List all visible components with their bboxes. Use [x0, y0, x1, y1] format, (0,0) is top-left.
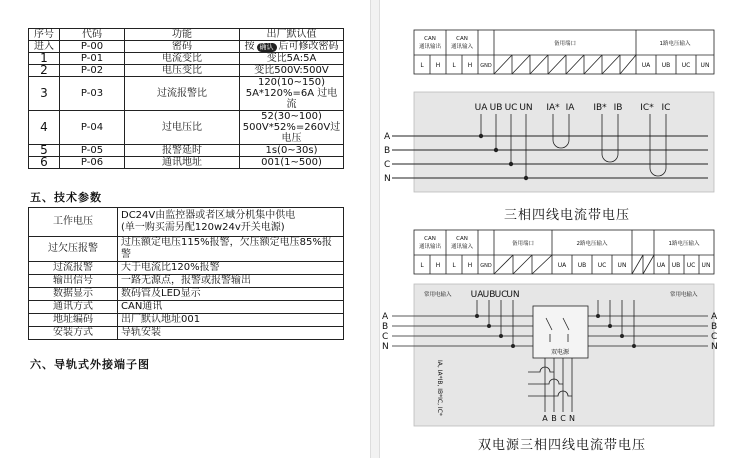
left-phase-label: A — [382, 312, 389, 322]
tech-value: 导轨安装 — [118, 327, 344, 340]
cell-code: P-03 — [60, 77, 125, 111]
right-phase-label: N — [711, 342, 718, 352]
diagram-2-terminal-block — [414, 230, 714, 274]
tech-key: 输出信号 — [29, 275, 118, 288]
can-out-label: CAN — [424, 36, 436, 42]
phase-label: B — [384, 146, 391, 156]
col-header-function: 功能 — [125, 29, 240, 41]
can-in-sub: 通讯输入 — [450, 244, 474, 250]
tech-value-line-1: DC24V由监控器或者区域分机集中供电 — [121, 210, 296, 221]
terminal-label: GND — [480, 263, 492, 269]
current-terminal-label: IB — [613, 103, 623, 113]
col-header-code: 代码 — [60, 29, 125, 41]
can-in-label: CAN — [456, 236, 468, 242]
tech-key: 安装方式 — [29, 327, 118, 340]
wiring-diagrams — [378, 0, 750, 458]
cell-function: 过电压比 — [125, 111, 240, 145]
diagram-1-terminal-block — [414, 30, 714, 74]
can-out-label: CAN — [424, 236, 436, 242]
tech-value: 一路无源点，报警或报警输出 — [118, 275, 344, 288]
default-pre: 按 — [244, 41, 255, 52]
terminal-label: H — [435, 62, 441, 69]
terminal-label: UB — [671, 262, 681, 269]
right-phase-label: C — [711, 332, 718, 342]
default-line-1: 52(30~100) — [261, 111, 322, 122]
cell-default: 变比5A:5A — [240, 53, 344, 65]
output-phase-label: N — [569, 414, 575, 423]
table-row — [29, 237, 344, 262]
voltage-terminal-label: UN — [519, 103, 533, 113]
cell-index: 6 — [29, 157, 60, 169]
terminal-label: UC — [681, 62, 691, 69]
voltage-terminal-label: UN — [506, 290, 520, 300]
terminal-label: UA — [641, 62, 651, 69]
terminal-label: H — [467, 262, 473, 269]
table-row — [29, 314, 344, 327]
terminal-label: L — [452, 262, 456, 269]
terminal-label: L — [420, 262, 424, 269]
output-phase-label: A — [542, 414, 548, 423]
cell-function: 报警延时 — [125, 145, 240, 157]
terminal-label: GND — [480, 63, 492, 69]
cell-default: 1s(0~30s) — [240, 145, 344, 157]
right-page — [378, 0, 750, 458]
cell-code: P-04 — [60, 111, 125, 145]
terminal-label: H — [467, 62, 473, 69]
terminal-label: L — [420, 62, 424, 69]
diagram-1-caption: 三相四线电流带电压 — [504, 208, 631, 223]
cell-code: P-02 — [60, 65, 125, 77]
tech-key: 工作电压 — [29, 208, 118, 237]
default-post: 后可修改密码 — [278, 41, 339, 52]
table-row — [29, 262, 344, 275]
tech-value: 大于电流比120%报警 — [118, 262, 344, 275]
cell-code: P-05 — [60, 145, 125, 157]
default-line-1: 120(10~150) — [257, 77, 326, 88]
terminal-label: UB — [577, 262, 587, 269]
current-terminal-label: IA — [565, 103, 575, 113]
cell-index: 5 — [29, 145, 60, 157]
cell-default: 001(1~500) — [240, 157, 344, 169]
tech-key: 过流报警 — [29, 262, 118, 275]
voltage-terminal-label: UB — [482, 290, 496, 300]
terminal-label: UC — [597, 262, 607, 269]
table-row — [29, 301, 344, 314]
left-phase-label: N — [382, 342, 389, 352]
output-phase-label: B — [551, 414, 557, 423]
ct-side-label: IA, IA*IB, IB*IC, IC* — [436, 360, 443, 416]
voltage-input-2-label: 2路电压输入 — [576, 241, 608, 247]
table-row — [29, 145, 344, 157]
diagram-1-wiring-panel — [384, 92, 714, 192]
section-title-terminal-diagram: 六、导轨式外接端子图 — [30, 358, 150, 371]
spare-port-label: 备用端口 — [511, 241, 535, 247]
cell-index: 2 — [29, 65, 60, 77]
section-title-tech-params: 五、技术参数 — [30, 191, 102, 204]
terminal-label: H — [435, 262, 441, 269]
right-source-label: 常用电输入 — [670, 292, 698, 298]
terminal-label: L — [452, 62, 456, 69]
cell-index: 3 — [29, 77, 60, 111]
dual-power-switch-label: 双电源 — [550, 349, 570, 356]
terminal-label: UA — [656, 262, 666, 269]
cell-default — [240, 41, 344, 53]
default-line-2: 500V*52%=260V过电压 — [242, 122, 341, 144]
tech-value: 过压额定电压115%报警，欠压额定电压85%报警 — [118, 237, 344, 262]
terminal-label: UB — [661, 62, 671, 69]
tech-value-line-2: (单一购买需另配120w24v开关电源) — [121, 222, 285, 233]
can-out-sub: 通讯输出 — [418, 244, 442, 250]
can-in-sub: 通讯输入 — [450, 44, 474, 50]
can-in-label: CAN — [456, 36, 468, 42]
cell-default — [240, 77, 344, 111]
table-row — [29, 327, 344, 340]
voltage-terminal-label: UB — [489, 103, 503, 113]
cell-index: 4 — [29, 111, 60, 145]
current-terminal-label: IB* — [593, 103, 607, 113]
default-line-2: 5A*120%=6A 过电流 — [245, 88, 338, 110]
tech-value: 出厂默认地址001 — [118, 314, 344, 327]
terminal-label: UN — [700, 62, 710, 69]
cell-code: P-01 — [60, 53, 125, 65]
cell-code: P-06 — [60, 157, 125, 169]
col-header-index: 序号 — [29, 29, 60, 41]
current-terminal-label: IA* — [546, 103, 560, 113]
cell-default — [240, 111, 344, 145]
left-page — [0, 0, 372, 458]
cell-function: 电压变比 — [125, 65, 240, 77]
terminal-label: UC — [686, 262, 696, 269]
table-row — [29, 53, 344, 65]
tech-key: 数据显示 — [29, 288, 118, 301]
voltage-terminal-label: UA — [474, 103, 488, 113]
tech-value: 数码管及LED显示 — [118, 288, 344, 301]
terminal-label: UA — [557, 262, 567, 269]
phase-label: C — [384, 160, 391, 170]
voltage-terminal-label: UC — [504, 103, 518, 113]
tech-param-table — [28, 207, 344, 340]
phase-label: N — [384, 174, 391, 184]
voltage-input-label: 1路电压输入 — [659, 41, 691, 47]
can-out-sub: 通讯输出 — [418, 44, 442, 50]
cell-function: 电流变比 — [125, 53, 240, 65]
col-header-default: 出厂默认值 — [240, 29, 344, 41]
phase-label: A — [384, 132, 391, 142]
cell-index: 1 — [29, 53, 60, 65]
left-phase-label: C — [382, 332, 389, 342]
cell-index: 进入 — [29, 41, 60, 53]
terminal-label: UN — [701, 262, 711, 269]
diagram-2-wiring-panel — [382, 284, 718, 426]
tech-value — [118, 208, 344, 237]
current-terminal-label: IC* — [640, 103, 654, 113]
parameter-table — [28, 28, 344, 169]
cell-function: 通讯地址 — [125, 157, 240, 169]
tech-key: 地址编码 — [29, 314, 118, 327]
parameter-table-header — [29, 29, 344, 41]
voltage-input-1-label: 1路电压输入 — [668, 241, 700, 247]
spare-port-label: 备用端口 — [553, 41, 577, 47]
diagram-2-caption: 双电源三相四线电流带电压 — [478, 438, 647, 453]
voltage-terminal-label: UA — [470, 290, 484, 300]
table-row — [29, 65, 344, 77]
table-row — [29, 77, 344, 111]
right-phase-label: B — [711, 322, 718, 332]
output-phase-label: C — [560, 414, 566, 423]
right-phase-label: A — [711, 312, 718, 322]
tech-key: 通讯方式 — [29, 301, 118, 314]
table-row — [29, 157, 344, 169]
left-source-label: 常用电输入 — [424, 292, 452, 298]
left-phase-label: B — [382, 322, 389, 332]
table-row — [29, 288, 344, 301]
cell-function: 密码 — [125, 41, 240, 53]
table-row — [29, 41, 344, 53]
current-terminal-label: IC — [661, 103, 671, 113]
cell-default: 变比500V:500V — [240, 65, 344, 77]
tech-key: 过欠压报警 — [29, 237, 118, 262]
table-row — [29, 208, 344, 237]
table-row — [29, 275, 344, 288]
cell-function: 过流报警比 — [125, 77, 240, 111]
terminal-label: UN — [617, 262, 627, 269]
tech-value: CAN通讯 — [118, 301, 344, 314]
confirm-key-icon: 确认 — [257, 43, 277, 52]
table-row — [29, 111, 344, 145]
cell-code: P-00 — [60, 41, 125, 53]
voltage-terminal-label: UC — [494, 290, 508, 300]
